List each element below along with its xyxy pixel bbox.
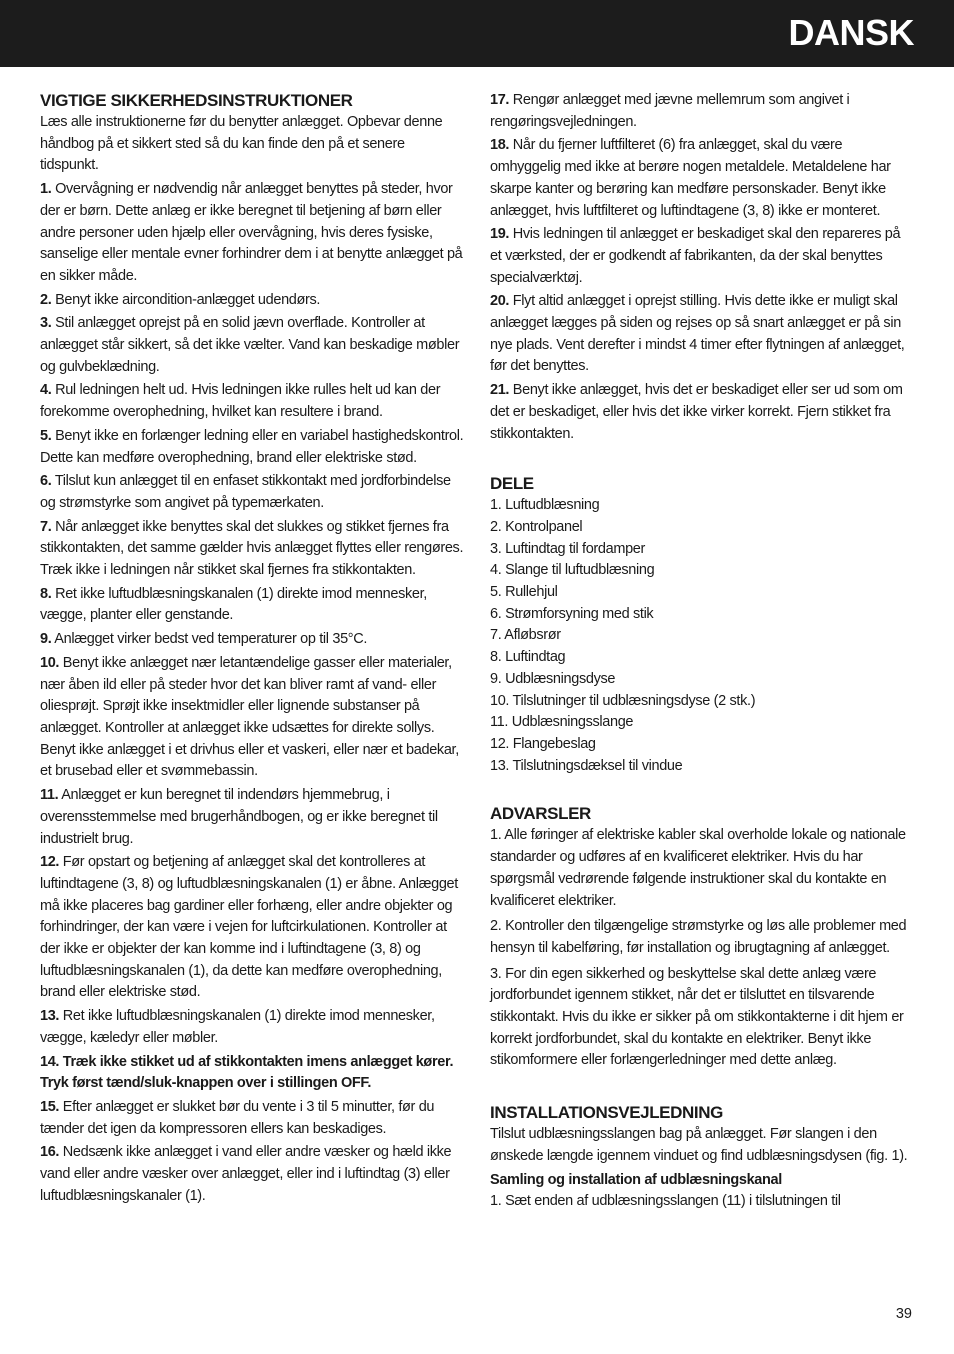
safety-item-number: 20. (490, 293, 510, 310)
spacer (490, 447, 914, 473)
parts-item: 12. Flangebeslag (490, 735, 596, 752)
safety-item-number: 21. (490, 382, 510, 399)
safety-item-text: Benyt ikke en forlænger ledning eller en variabel hastighedskontrol. Dette kan medføre overophedning, brand eller elektriske stød. (40, 427, 464, 466)
safety-item (40, 426, 464, 469)
safety-item-number: 17. (490, 92, 510, 108)
parts-item: 8. Luftindtag (490, 649, 566, 666)
safety-item (40, 584, 464, 627)
installation-step: 1. Sæt enden af udblæsningsslangen (11) i tilslutningen til (490, 1193, 841, 1210)
warnings-item: 2. Kontroller den tilgængelige strømstyrke og løs alle problemer med hensyn til kabelføring, før installation og ibrugtagning af anlægget. (490, 918, 907, 956)
safety-item-number: 18. (490, 137, 510, 154)
safety-item (40, 785, 464, 850)
safety-item-number: 12. (40, 854, 60, 871)
safety-item-number: 13. (40, 1008, 60, 1025)
safety-item (490, 224, 914, 289)
safety-item (40, 471, 464, 514)
safety-item-number: 10. (40, 654, 60, 671)
parts-item: 7. Afløbsrør (490, 627, 561, 644)
safety-item (490, 90, 914, 133)
parts-heading: DELE (490, 474, 534, 494)
safety-item-text: Anlægget virker bedst ved temperaturer op til 35°C. (51, 631, 368, 648)
safety-item-text: Benyt ikke anlægget, hvis det er beskadiget eller ser ud som om det er beskadiget, eller hvis det ikke virker korrekt. Fjern stikket fra stikkontakten. (490, 382, 903, 442)
safety-item-number: 2. (40, 291, 52, 308)
parts-item: 3. Luftindtag til fordamper (490, 540, 645, 557)
safety-item-text: Når anlægget ikke benyttes skal det slukkes og stikket fjernes fra stikkontakten, det samme gælder hvis anlægget flyttes eller rengøres. Træk ikke i ledningen når stikket skal fjernes fra stikkontakten. (40, 518, 464, 579)
page-number: 39 (895, 1306, 912, 1322)
safety-item-number: 6. (40, 473, 52, 490)
safety-item-number: 7. (40, 518, 52, 535)
safety-item-text: Før opstart og betjening af anlægget skal det kontrolleres at luftindtagene (3, 8) og luftudblæsningskanalen (1) er åbne. Anlægget må ikke placeres bag gardiner eller forhæng, eller andre objekter og forhindringer, der kan være i vejen for luftcirkulationen. Kontroller at der ikke er objekter der kan komme ind i luftindtagene (3, 8) og luftudblæsningskanalen (1), da dette kan medføre overophedning, brand eller elektriske stød. (40, 854, 458, 1001)
safety-item-number: 15. (40, 1098, 60, 1115)
safety-item-text: Rengør anlægget med jævne mellemrum som angivet i rengøringsvejledningen. (490, 92, 850, 130)
safety-item-text: Benyt ikke anlægget nær letantændelige gasser eller materialer, nær åben ild eller på steder hvor det kan bliver ramt af vand- eller oliesprøjt. Sprøjt ikke insektmidler eller lignende substanser på anlægget. Kontroller at anlægget ikke udsættes for direkte sollys. Benyt ikke anlægget i et drivhus eller et vaskeri, eller nær et badekar, et brusebad eller et svømmebassin. (40, 654, 459, 780)
safety-item-number: 4. (40, 382, 52, 399)
safety-item (490, 135, 914, 222)
safety-item-number: 16. (40, 1144, 60, 1161)
installation-intro: Tilslut udblæsningsslangen bag på anlægget. Før slangen i den ønskede længde igennem vinduet og find udblæsningsdysen (fig. 1). (490, 1126, 908, 1164)
safety-item-text: Hvis ledningen til anlægget er beskadiget skal den repareres på et værksted, der er godkendt af fabrikanten, da der skal benyttes specialværktøj. (490, 226, 901, 286)
page-title: DANSK (788, 12, 914, 53)
parts-item: 4. Slange til luftudblæsning (490, 562, 655, 579)
safety-item (40, 290, 464, 312)
safety-item-text: Når du fjerner luftfilteret (6) fra anlægget, skal du være omhyggelig med ikke at berøre nogen metaldele. Metaldelene har skarpe kanter og berøring kan medføre personskader. Benyt ikke anlægget, hvis luftfilteret og luftindtagene (3, 8) ikke er monteret. (490, 137, 891, 219)
spacer (490, 1076, 914, 1102)
parts-item: 6. Strømforsyning med stik (490, 605, 654, 622)
safety-item-number: 3. (40, 315, 52, 332)
parts-item: 13. Tilslutningsdæksel til vindue (490, 757, 683, 774)
safety-item (40, 313, 464, 378)
parts-item: 9. Udblæsningsdyse (490, 670, 616, 687)
safety-item-text: Tilslut kun anlægget til en enfaset stikkontakt med jordforbindelse og strømstyrke som angivet på typemærkaten. (40, 473, 451, 511)
installation-heading: INSTALLATIONSVEJLEDNING (490, 1103, 723, 1123)
warnings-item: 3. For din egen sikkerhed og beskyttelse skal dette anlæg være jordforbundet igennem stikket, når det er tilsluttet en tilsvarende stikkontakt. Hvis du ikke er sikker på om stikkontakterne i dit hjem er korrekt jordforbundet, skal du kontakte en elektriker. Benyt ikke stikomformere eller forlængerledninger med dette anlæg. (490, 965, 904, 1069)
safety-item-text: Træk ikke stikket ud af stikkontakten imens anlægget kører. Tryk først tænd/sluk-knappen over i stillingen OFF. (40, 1053, 454, 1092)
safety-item-text: Ret ikke luftudblæsningskanalen (1) direkte imod mennesker, vægge, planter eller genstande. (40, 585, 427, 624)
safety-item (40, 517, 464, 582)
safety-item-text: Rul ledningen helt ud. Hvis ledningen ikke rulles helt ud kan der forekomme overophedning, hvilket kan resultere i brand. (40, 382, 441, 421)
safety-item-number: 1. (40, 181, 52, 198)
safety-list-left (40, 179, 464, 1207)
parts-item: 11. Udblæsningsslange (490, 714, 634, 731)
safety-item-number: 9. (40, 631, 52, 648)
safety-item-text: Efter anlægget er slukket bør du vente i 3 til 5 minutter, før du tænder det igen da kompressoren ellers kan beskadiges. (40, 1098, 435, 1137)
spacer (490, 777, 914, 803)
safety-item-text: Benyt ikke aircondition-anlægget udendørs. (51, 291, 321, 308)
parts-item: 10. Tilslutninger til udblæsningsdyse (2 stk.) (490, 692, 756, 709)
safety-item-number: 19. (490, 226, 510, 243)
right-column (490, 90, 914, 1215)
safety-item-text: Flyt altid anlægget i oprejst stilling. Hvis dette ikke er muligt skal anlægget lægges på siden og rejses op så snart anlægget er på sin nye plads. Vent derefter i mindst 4 timer efter flytningen af anlægget, før det benyttes. (490, 293, 905, 375)
safety-item (490, 291, 914, 378)
safety-item-number: 8. (40, 585, 52, 602)
safety-item-text: Stil anlægget oprejst på en solid jævn overflade. Kontroller at anlægget står sikkert, så det ikke vælter. Vand kan beskadige møbler og gulvbeklædning. (40, 315, 460, 375)
safety-item (40, 629, 464, 651)
safety-item (40, 852, 464, 1004)
safety-item (40, 179, 464, 288)
warnings-item: 1. Alle føringer af elektriske kabler skal overholde lokale og nationale standarder og udføres af en kvalificeret elektriker. Hvis du har spørgsmål vedrørende følgende instruktioner skal du kontakte en kvalificeret elektriker. (490, 827, 906, 909)
safety-item-number: 14. (40, 1053, 60, 1070)
safety-item (490, 380, 914, 445)
parts-item: 2. Kontrolpanel (490, 518, 583, 535)
header-bar (0, 0, 954, 67)
safety-item (40, 1052, 464, 1095)
parts-item: 1. Luftudblæsning (490, 497, 600, 514)
safety-item (40, 653, 464, 783)
safety-item-text: Anlægget er kun beregnet til indendørs hjemmebrug, i overensstemmelse med brugerhåndbogen, og er ikke beregnet til industrielt brug. (40, 787, 438, 847)
safety-item (40, 1142, 464, 1207)
parts-item: 5. Rullehjul (490, 584, 558, 601)
safety-heading: VIGTIGE SIKKERHEDSINSTRUKTIONER (40, 91, 353, 110)
warnings-heading: ADVARSLER (490, 804, 591, 824)
safety-item-text: Overvågning er nødvendig når anlægget benyttes på steder, hvor der er børn. Dette anlæg er ikke beregnet til betjening af børn eller andre personer uden hjælp eller overvågning, hvis deres fysiske, sanselige eller mentale evner forhindrer dem i at benytte anlægget på en sikker måde. (40, 181, 463, 284)
safety-item (40, 1006, 464, 1049)
safety-item-text: Ret ikke luftudblæsningskanalen (1) direkte imod mennesker, vægge, kæledyr eller møbler. (40, 1008, 435, 1046)
safety-item (40, 1097, 464, 1140)
safety-intro: Læs alle instruktionerne før du benytter anlægget. Opbevar denne håndbog på et sikkert sted så du kan finde den på et senere tidspunkt. (40, 114, 443, 174)
safety-item-number: 5. (40, 427, 52, 444)
safety-list-right (490, 90, 914, 445)
safety-item-number: 11. (40, 787, 59, 804)
left-column (40, 90, 464, 1209)
parts-list (490, 495, 914, 777)
installation-subheading: Samling og installation af udblæsningskanal (490, 1171, 782, 1188)
warnings-list (490, 825, 914, 1072)
safety-item-text: Nedsænk ikke anlægget i vand eller andre væsker og hæld ikke vand eller andre væsker over anlægget, eller ind i luftindtag (3) eller luftudblæsningskanaler (1). (40, 1144, 452, 1204)
safety-item (40, 380, 464, 423)
